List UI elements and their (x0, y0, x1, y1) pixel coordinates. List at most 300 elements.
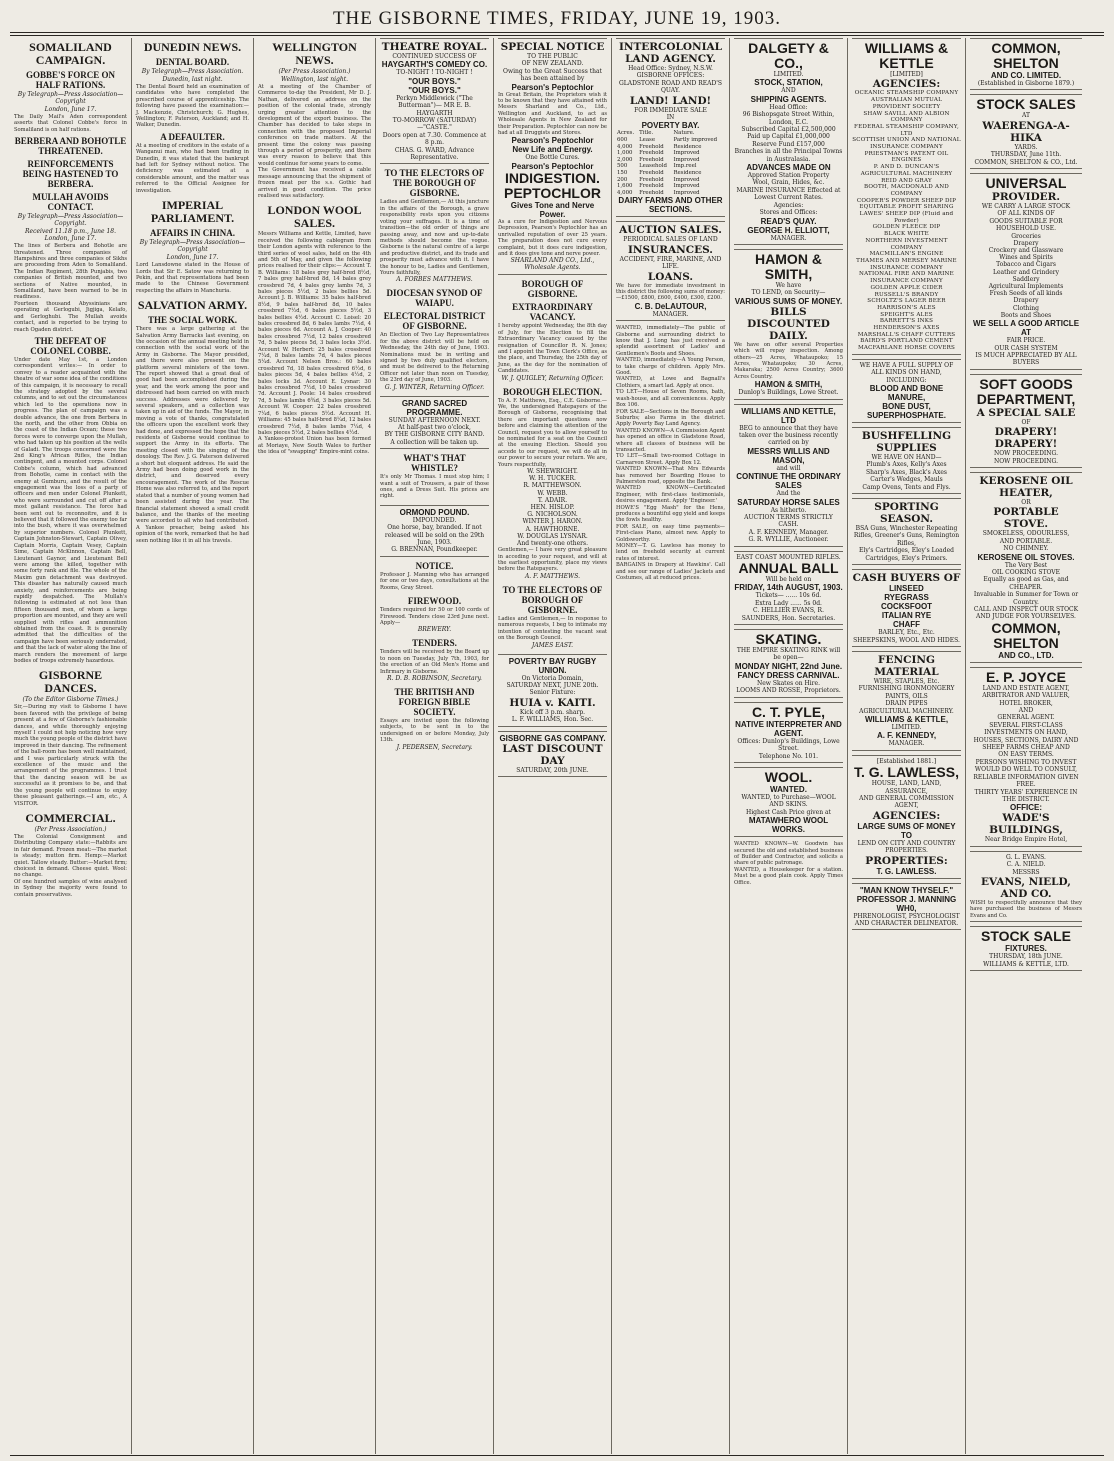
article-body: Sir,—During my visit to Gisborne I have been favored with the privilege of being present at a few of Gisborne's fashionable dances, and while thoroughly enjoying myself I could not help noticing how very much the young people of the district have improved in their dancing. The refinement of the ball-room has been well maintained, and I was particularly struck with the excellence of the music and the arrangement of the programmes. I trust that the dancing season will be as successful as it promises to be, and that the young people will continue to enjoy these pleasant gatherings.—I am, etc., A VISITOR. (14, 704, 127, 807)
agency-item: NATIONAL FIRE AND MARINE INSURANCE COMPANY (859, 271, 954, 285)
ad-line: Dunlop's Buildings, Lowe Street. (738, 389, 839, 397)
ad-line: Branches in all the Principal Towns in Australasia. (734, 148, 843, 163)
ad-line: MANAGER. (888, 740, 925, 748)
cell: Improved (673, 156, 700, 163)
ad-line: Wool, Grain, Hides, &c. (752, 179, 825, 187)
ad-line: VARIOUS SUMS OF MONEY. (734, 296, 843, 306)
ad-title: C. T. PYLE, (751, 703, 826, 720)
advert-williams-kettle-agencies (852, 38, 961, 355)
agency-item: COOPER'S POWDER SHEEP DIP (856, 197, 957, 204)
ad-body: In Great Britain, the Proprietors wish it to be known that they have attained with Messrs Sharland and Co., Ltd., Wellington and Auckland, to act as Wholesale Agents in New Zealand for their Preparation. Peptochlor can now be had at all Druggists and Stores. (498, 91, 607, 137)
article-body: I hereby appoint Wednesday, the 8th day of July, for the Election to fill the Extraordinary Vacancy caused by the resignation of Councillor R. N. Jones; and I appoint the Town Clerk's Office, as the place, and Thursday, the 25th day of June, as the day for the nomination of Candidates. (498, 323, 607, 375)
ad-line: MANAGER. (652, 310, 689, 318)
article-commercial (14, 812, 127, 898)
subheadline: THE DEFEAT OF COLONEL COBBE. (30, 335, 111, 356)
ad-line: BSA Guns, Winchester Repeating Rifles, Greener's Guns, Remington Rifles, (853, 525, 960, 547)
ad-line: OF (1021, 418, 1031, 426)
notice-electors-east (498, 585, 607, 649)
cell: 4,000 (617, 143, 633, 150)
subheadline: MULLAH AVOIDS CONTACT. (32, 192, 109, 213)
agency-item: GOLDEN APPLE CIDER (870, 284, 943, 291)
ad-line: PEPTOCHLOR (504, 184, 601, 201)
ad-line: One horse, bay, branded. If not released will be sold on the 29th June, 1903. (384, 524, 485, 547)
table-row (616, 150, 725, 157)
goods-item: Crockery and Glassware (988, 247, 1064, 255)
article-body: Ladies and Gentlemen,— In response to numerous requests, I beg to intimate my intention of contesting the vacant seat on the Borough Council. (498, 615, 607, 642)
ad-title: "MAN KNOW THYSELF." (859, 885, 954, 895)
ad-line: FRIDAY, 14th AUGUST, 1903. (734, 583, 843, 593)
ad-title: KEROSENE OIL HEATER, (979, 474, 1073, 499)
ad-line: FIXTURES. (1005, 944, 1047, 954)
headline: GISBORNE DANCES. (38, 668, 103, 696)
ad-line: NOW PROCEEDING. (994, 450, 1058, 458)
signature: G. J. WINTER, Returning Officer. (384, 383, 485, 391)
ad-title: STOCK SALES (976, 96, 1076, 113)
ad-line: NO CHIMNEY. (1003, 545, 1049, 553)
ad-line: "OUR BOYS." (408, 85, 461, 95)
signature: A. FORBES MATTHEWS. (396, 276, 473, 284)
goods-item: Wines and Spirits (999, 254, 1053, 262)
classified-item: WANTED, a Housekeeper for a station. Must be a good plain cook. Apply Times Office. (734, 866, 843, 886)
ad-line: C. B. DeLAUTOUR, (634, 301, 707, 311)
headline: TO THE ELECTORS OF THE BOROUGH OF GISBORNE. (384, 168, 485, 199)
ad-line: PROFESSOR J. MANNING WH0, (856, 894, 957, 913)
ad-title: E. P. JOYCE (986, 668, 1066, 685)
subheadline: DENTAL BOARD. (155, 57, 230, 67)
table-row (616, 157, 725, 164)
signature: SHARLAND AND CO., Ltd., Wholesale Agents. (510, 257, 595, 272)
ad-line: CALL AND INSPECT OUR STOCK (973, 606, 1079, 613)
signatory: W. WEBB. (537, 489, 568, 497)
ad-line: BEG to announce that they have taken over the business recently carried on by (738, 424, 839, 447)
ad-line: OFFICE: (1010, 803, 1042, 813)
advert-mounted-rifles-ball (734, 551, 843, 625)
ad-line: Extra Lady ...... 5s 0d. (755, 599, 822, 607)
ad-line: LARGE SUMS OF MONEY TO (857, 821, 956, 840)
ad-line: G. L. EVANS. (1006, 853, 1046, 861)
ad-line: Pearson's Peptochlor (511, 161, 594, 171)
advert-universal-provider (970, 173, 1082, 370)
article-body: Lord Lansdowne stated in the House of Lords that Sir E. Satow was returning to Pekin, and that representations had been made to the Chinese Government respecting the affairs in Manchuria. (136, 262, 249, 294)
cell: Leasehold (639, 163, 667, 170)
classifieds (734, 841, 843, 886)
ad-line: HAMON & SMITH, (754, 380, 823, 390)
ad-line: Offices: Dunlop's Buildings, Lowe Street. (737, 737, 840, 753)
cell: Freehold (639, 143, 664, 150)
agency-item: FEDERAL STEAMSHIP COMPANY, LTD (854, 123, 959, 137)
ad-line: WOULD DO WELL TO CONSULT, (974, 766, 1078, 774)
ad-line: LIMITED. (891, 723, 922, 731)
article-body: The Daily Mail's Aden correspondent asserts that Colonel Cobbe's force in Somaliland is on half rations. (14, 114, 127, 133)
article-body: To A. F. Matthews, Esq., C.E. Gisborne.— We, the undersigned Ratepayers of the Borough of Gisborne, recognising that there are important questions now before and claiming the attention of the Council, request you to allow yourself to be nominated for a seat on the Council at the ensuing Election. Should you accede to our request, we will do all in our power to secure your return. We are, Yours respectfully, (498, 397, 607, 468)
ad-line: Subscribed Capital £2,500,000 (741, 126, 836, 134)
advert-manures (852, 359, 961, 423)
classified-item: MONEY—T. G. Lawless has money to lend on freehold security at current rates of interest. (616, 543, 725, 562)
signature: BREWERY. (417, 626, 452, 634)
notice-electors (380, 168, 489, 283)
ad-line: READ'S QUAY. (760, 216, 817, 226)
advert-peptochlor (498, 38, 607, 275)
ad-line: LOANS. (647, 270, 694, 283)
advert-stock-sales (970, 94, 1082, 169)
ad-line: CONTINUED SUCCESS OF (392, 53, 477, 60)
ad-line: HOUSES, SECTIONS, DAIRY AND (973, 736, 1079, 744)
cell: Improved (673, 183, 700, 190)
subheadline: REINFORCEMENTS BEING HASTENED TO BERBERA. (22, 159, 119, 190)
agency-item: NORTHERN INVESTMENT COMPANY (865, 237, 948, 251)
byline: By Telegraph—Press Association—Copyright (139, 239, 246, 254)
article-body: A Yankee-protest Union has been formed at Moriaye, New South Wales to further the idea of "swapping" Empire-mint coins. (258, 436, 371, 456)
advert-sacred-programme (380, 396, 489, 450)
ad-line: LAST DISCOUNT DAY (502, 742, 603, 767)
goods-item: Agricultural Implements (988, 283, 1064, 291)
article-body: Under date May 1st, a London correspondent writes:— In order to convey to a reader acquainted with the theatre of war some idea of the conditions of this campaign, it is necessary to recall the strategy adopted by the several columns, and to set out the circumstances which led to the operations now in progress. The plan of campaign was a double advance, the one from Berbera in the north, and the other from Obbia on the coast of the Indian Ocean; these two forces were to converge upon the Mullah, who had taken up his position at the wells of Galadi. The troops concerned were the 2nd King's African Rifles, the Indian contingent, and a mounted corps. Colonel Cobbe's column, which had advanced from Bohotle, came in contact with the enemy at Gumburu, and the result of the engagement was the loss of a party of officers and men under Colonel Plunkett, who were surrounded and cut off after a most gallant resistance. The force had been sent out to reconnoitre, and it is believed that it followed the enemy too far into the bush, where it was overwhelmed by superior numbers. Colonel Plunkett, Captain Johnston-Stewart, Captain Olivey, Captain Morris, Captain Vesey, Captain Sime, Captain McKinnon, Captain Bell, Lieutenant Gaynor, and Lieutenant Bell were among the killed, together with some forty rank and file. The whole of the Maxim gun detachment was destroyed. This disaster has naturally caused much anxiety, and reinforcements are being rapidly despatched. The Mullah's following is estimated at not less than fifteen thousand men, of whom a large proportion are mounted, and they are well supplied with rifles and ammunition obtained from the coast. It is generally admitted that the difficulties of the campaign have been seriously underrated, and that the lack of water along the line of march renders the movement of large bodies of troops extremely hazardous. (14, 356, 127, 664)
subheadline: A DEFAULTER. (160, 131, 225, 142)
agency-item: HARRISON'S ALES (877, 304, 936, 311)
ad-line: Camp Ovens, Tents and Flys. (862, 483, 951, 491)
advert-auction-insurance-loans (616, 221, 725, 321)
ad-line: RELIABLE INFORMATION GIVEN FREE. (973, 773, 1079, 789)
ad-line: OUR CASH SYSTEM (994, 344, 1058, 352)
article-body: At a meeting of the Chamber of Commerce to-day the President, Mr D. J. Nathan, delivered an address on the position of the colonial trade, strongly urging greater attention to the development of the export business. The Chamber has decided to take steps in connection with the proposed Imperial conference on trade matters. At the present time the colony was passing through a period of prosperity, and there was every reason to believe that this would continue for some years to come. (258, 84, 371, 167)
ad-line: IS MUCH APPRECIATED BY ALL BUYERS (975, 351, 1077, 367)
ad-line: MARINE INSURANCE Effected at Lowest Current Rates. (736, 186, 841, 202)
ad-line: WILLIAMS & KETTLE, LTD. (983, 960, 1069, 968)
ad-line: CONTINUE THE ORDINARY SALES (736, 472, 841, 491)
article-gisborne-dances (14, 669, 127, 807)
ad-line: IMPOUNDED. (412, 516, 457, 524)
ad-line: INSURANCES. (628, 243, 713, 256)
column-header: Title. (639, 130, 654, 137)
ad-line: THE EMPIRE SKATING RINK will be open— (736, 647, 841, 662)
ad-line: SUNDAY AFTERNOON NEXT. (388, 416, 481, 424)
cell: Freehold (639, 156, 664, 163)
byline: By Telegraph—Press Association. (141, 68, 244, 75)
advert-cash-buyers (852, 569, 961, 647)
ad-title: THEATRE ROYAL. (381, 41, 488, 53)
ad-line: DAILY. (769, 329, 808, 342)
cell: Imp.reel (673, 163, 697, 170)
ad-line: THURSDAY, 18th JUNE. (989, 953, 1063, 961)
ad-line: Near Bridge Empire Hotel, (984, 836, 1068, 844)
ad-line: Approved Station Property (747, 172, 830, 180)
ad-line: WE SELL A GOOD ARTICLE AT (972, 319, 1080, 338)
signatory: A. HAWTHORNE. (525, 525, 580, 533)
ad-line: COMMON, SHELTON & CO., Ltd. (974, 158, 1078, 166)
ad-line: INCLUDING: (886, 376, 927, 384)
advert-soft-goods (970, 374, 1082, 468)
ad-line: WE HAVE A FULL SUPPLY OF (859, 361, 954, 369)
headline: WELLINGTON NEWS. (272, 40, 357, 67)
cell: Residence (673, 170, 702, 176)
ad-body: We have for immediate investment in this district the following sums of money:—£1500, £800, £600, £400, £300, £200. (616, 282, 725, 302)
goods-list (970, 233, 1082, 319)
article-body: At a meeting of creditors in the estate of a Wanganui man, who had been trading in Dunedin, it was stated that the bankrupt had left for Sydney without notice. The deficiency was estimated at a considerable amount, and the matter was referred to the Official Assignee for investigation. (136, 142, 249, 194)
ad-title: COMMON, SHELTON (991, 40, 1061, 71)
headline: TENDERS. (412, 638, 457, 649)
byline: (Per Press Association.) (278, 68, 351, 75)
agency-item: BOOTH, MACDONALD AND COMPANY (863, 184, 949, 197)
notice-manning (380, 561, 489, 591)
ad-line: SATURDAY HORSE SALES (737, 497, 840, 507)
column-5 (494, 38, 612, 1454)
cell: 500 (617, 163, 628, 170)
advert-sporting-season (852, 498, 961, 565)
masthead-rule-bottom (10, 35, 1104, 36)
headline: IMPERIAL PARLIAMENT. (150, 198, 235, 226)
byline: By Telegraph—Press Association—Copyright. (17, 213, 124, 228)
ad-line: SHEEPSKINS, WOOL AND HIDES. (853, 636, 960, 644)
ad-line: LEND ON CITY AND COUNTRY PROPERTIES. (857, 839, 956, 855)
table-row (616, 170, 725, 177)
agency-item: BAIRD'S PORTLAND CEMENT (860, 338, 953, 345)
ad-line: Equally as good as Gas, and CHEAPER. (983, 576, 1069, 591)
article-body: The Colonial Consignment and Distributing Company state:—Rabbits are in fair demand. Frozen meat:—The market is steady; mutton firm. Hemp:—Market quiet. Tallow steady. Butter:—Market firm; choicest in demand. Cheese quiet. Wool: no change. (14, 833, 127, 879)
ad-line: LOOMS AND ROSSE, Proprietors. (736, 687, 841, 695)
ad-title: INTERCOLONIAL LAND AGENCY. (618, 41, 723, 65)
ad-line: The Very Best (1004, 561, 1048, 569)
ad-line: BARLEY, Etc., Etc. (878, 629, 935, 637)
ad-line: OF NEW ZEALAND. (521, 60, 584, 68)
ad-line: SEVERAL FIRST-CLASS INVESTMENTS ON HAND, (984, 721, 1068, 737)
column-7 (730, 38, 848, 1454)
ad-line: BILLS DISCOUNTED (747, 305, 830, 330)
ad-line: ITALIAN RYE (881, 611, 932, 621)
advert-hamon-smith (734, 249, 843, 400)
ad-line: FURNISHING IRONMONGERY (858, 685, 955, 693)
ad-line: SUPERPHOSPHATE. (867, 411, 946, 421)
subheadline: AFFAIRS IN CHINA. (149, 228, 236, 239)
ad-line: [Established 1881.] (876, 757, 937, 765)
signature: R. D. B. ROBINSON, Secretary. (387, 674, 482, 682)
ad-line: SATURDAY, 20th JUNE. (516, 766, 589, 774)
ad-title: ORMOND POUND. (399, 507, 470, 517)
ad-line: G. BRENNAN, Poundkeeper. (391, 546, 478, 554)
ad-line: ARBITRATOR AND VALUER, (982, 692, 1070, 700)
classified-item: BARGAINS in Drapery at Hawkins'. Call and see our range of Ladies' Jackets and Costumes, all at reduced prices. (616, 562, 725, 582)
cell: 150 (617, 170, 628, 176)
dateline: Dunedin, last night. (162, 76, 223, 83)
headline: LONDON WOOL SALES. (267, 203, 362, 231)
ad-line: DAIRY FARMS AND OTHER SECTIONS. (618, 196, 723, 215)
ad-line: AND (1018, 707, 1034, 715)
cell: 2,000 (617, 156, 633, 163)
headline: TO THE ELECTORS OF BOROUGH OF GISBORNE. (502, 584, 603, 615)
cell: Improved (673, 176, 700, 183)
ad-line: MANAGER. (770, 234, 807, 242)
agency-item: MARSHALL'S CHAFF CUTTERS (857, 331, 956, 338)
headline: DIOCESAN SYNOD OF WAIAPU. (386, 288, 483, 309)
column-6 (612, 38, 730, 1454)
advert-lawless (852, 755, 961, 879)
ad-line: HOUSE, LAND, LAND, ASSURANCE, (871, 780, 942, 795)
signature: JAMES EAST. (531, 641, 574, 649)
ad-line: COCKSFOOT (880, 602, 933, 612)
advert-common-shelton (970, 38, 1082, 90)
agency-item: MACMILLAN'S ENGINE (869, 251, 944, 258)
ad-title: UNIVERSAL (985, 175, 1067, 192)
ad-line: AND PORTABLE. (999, 537, 1053, 545)
ad-title: BUSHFELLING SUPPLIES (861, 430, 952, 455)
ad-line: WIRE, STAPLES, Etc. (873, 677, 940, 685)
classified-item: TO LET—House of Seven Rooms, bath, wash-house, and all conveniences. Apply Box 106. (616, 389, 725, 409)
ad-title: WILLIAMS AND KETTLE, LTD (741, 406, 836, 425)
columns (10, 38, 1104, 1454)
ad-line: One Bottle Cures. (525, 154, 580, 162)
headline: BOROUGH ELECTION. (502, 386, 603, 397)
article-imperial-parliament (136, 199, 249, 294)
article-body: Of one hundred samples of wine analysed in Sydney the majority were found to contain preservatives. (14, 878, 127, 898)
agency-item: HENDERSON'S AXES (873, 325, 940, 332)
ad-line: TO-NIGHT ! TO-NIGHT ! (396, 69, 473, 77)
byline: (Per Press Association.) (34, 825, 107, 833)
column-1 (10, 38, 132, 1454)
ad-line: TO-MORROW (SATURDAY)—"CASTE." (392, 117, 477, 132)
column-8 (848, 38, 966, 1454)
ad-title: WILLIAMS & KETTLE (864, 40, 949, 71)
agency-item: GOLDEN FLEECE DIP (872, 224, 941, 231)
headline: NOTICE. (415, 560, 454, 571)
goods-item: Leather and Grindery (993, 268, 1059, 276)
table-row (616, 163, 725, 170)
ad-line: EAST COAST MOUNTED RIFLES. (736, 553, 841, 561)
classified-item: FOR SALE, on easy time payments—First-class Piano, almost new. Apply to Goldsworthy. (616, 523, 725, 543)
ad-line: IN (666, 114, 675, 122)
notice-borough-election (498, 387, 607, 580)
cell: 4,000 (617, 189, 633, 196)
ad-line: Reserve Fund £157,000 (752, 140, 825, 148)
ad-line: CHAFF (892, 620, 921, 630)
cell: Residence (673, 143, 702, 150)
cell: Freehold (639, 170, 664, 176)
ad-line: DRAIN PIPES (885, 700, 928, 708)
notice-tenders (380, 638, 489, 682)
ad-title: FENCING MATERIAL (874, 653, 939, 678)
ad-line: GISBORNE OFFICES: (636, 72, 705, 80)
headline: WHAT'S THAT WHISTLE? (403, 453, 466, 474)
ad-line: Ely's Cartridges, Eley's Loaded Cartridges, Eley's Primers. (859, 547, 954, 562)
table-row (616, 183, 725, 190)
ad-title: GRAND SACRED PROGRAMME. (401, 398, 468, 417)
ad-line: AND CO., LTD. (998, 650, 1054, 660)
dateline: Wellington, last night. (280, 76, 349, 83)
ad-title: SPECIAL NOTICE (500, 41, 605, 53)
ad-line: New Skates on Hire. (757, 679, 820, 687)
ad-line: Will be held on (765, 576, 812, 584)
bottom-rule (10, 1455, 1104, 1456)
ad-line: On Victoria Domain, (521, 674, 584, 682)
ad-line: GENERAL AGENT. (997, 714, 1055, 722)
ad-line: FANCY DRESS CARNIVAL. (737, 670, 840, 680)
ad-line: PORTABLE STOVE. (993, 506, 1059, 531)
goods-item: Drapery (1013, 297, 1039, 305)
column-header: Nature. (673, 130, 695, 137)
classified-item: WANTED, immediately—The public of Gisborne and surrounding district to know that J. Long has just received a splendid assortment of Ladies' and Gentlemen's Boots and Shoes. (616, 325, 725, 357)
table-row (616, 177, 725, 184)
ad-line: WE HAVE ON HAND— (871, 454, 942, 462)
ad-line: A. F. KENNEDY, (876, 731, 937, 741)
advert-evans-nield (970, 851, 1082, 922)
article-body: Ladies and Gentlemen,— At this juncture in the affairs of the Borough, a grave responsibility rests upon you citizens voting your suffrages. It is a time of transition—the old order of things are passing away, and now and up-to-date methods should become the vogue. Gisborne is the natural centre of a large and productive district, and its trade and prosperity must advance with it. I have the honour to be, Ladies and Gentlemen, Yours faithfully, (380, 199, 489, 276)
agency-item: SPEIGHT'S ALES (880, 311, 933, 318)
ad-title: GISBORNE GAS COMPANY. (499, 733, 606, 743)
ad-title: WOOL. (764, 768, 813, 785)
goods-item: Saddlery (1012, 275, 1040, 283)
article-somaliland (14, 41, 127, 664)
classified-item: WANTED KNOWN—W. Goodwin has secured the old and established business of Builder and Contractor, and solicits a share of public patronage. (734, 841, 843, 867)
ad-line: And the (776, 490, 801, 498)
headline: DUNEDIN NEWS. (143, 40, 242, 54)
ad-line: OR (1021, 498, 1031, 506)
agency-item: SCHOLTZ'S LAGER BEER (867, 298, 946, 305)
ad-line: AGENT, (894, 802, 919, 810)
ad-body: We have on offer several Properties which will repay inspection. Among others—25 Acres, Whataupoko; 15 Acres, Whataupoko; 30 Acres, Makaraka; 2500 Acres Country; 3600 Acres Country. (734, 341, 843, 380)
agency-item: SCOTTISH UNION AND NATIONAL INSURANCE COMPANY (852, 137, 961, 151)
ad-line: THIRTY YEARS' EXPERIENCE IN THE DISTRICT. (974, 788, 1078, 803)
classified-item: WANTED, immediately—A Young Person, to take charge of children. Apply Mrs. Good. (616, 357, 725, 377)
ad-line: CHAS. G. WARD, Advance Representative. (394, 146, 475, 162)
ad-body: As a cure for Indigestion and Nervous Depression, Pearson's Peptochlor has an unrivalled reputation of over 25 years. The preparation does not cure every complaint, but it does cure indigestion, and it does give tone and nerve power. (498, 218, 607, 257)
ad-line: HUIA v. KAITI. (509, 696, 596, 709)
ad-line: C. A. NIELD. (1006, 861, 1046, 869)
ad-line: AND CHARACTER DELINEATOR. (854, 920, 959, 928)
ad-line: INDIGESTION. (505, 169, 600, 186)
ad-title: SKATING. (755, 631, 822, 648)
column-9 (966, 38, 1086, 1454)
ad-line: FOR IMMEDIATE SALE (634, 106, 707, 114)
ad-line: STOCK, STATION, (754, 78, 823, 88)
ad-line: Stores and Offices: (759, 209, 818, 217)
advert-kerosene (970, 472, 1082, 663)
dateline: Received 11.18 p.m., June 18. London, June 17. (25, 228, 116, 243)
ad-line: A collection will be taken up. (390, 438, 479, 446)
ad-line: Telephone No. 101. (758, 752, 819, 760)
goods-item: Boots and Shoes (1000, 311, 1052, 319)
table-row (616, 137, 725, 144)
column-4 (376, 38, 494, 1454)
article-body: Essays are invited upon the following subjects, to be sent in to the undersigned on or before Monday, July 13th. (380, 717, 489, 744)
ad-line: TO LEND, on Security— (751, 289, 826, 297)
agency-item: RUSSELL'S BRANDY (874, 291, 939, 298)
subheadline: BERBERA AND BOHOTLE THREATENED. (14, 136, 127, 157)
dateline: London, June 17. (166, 254, 219, 262)
article-salvation-army (136, 299, 249, 544)
ad-line: Agencies: (773, 201, 804, 209)
ad-line: [LIMITED] (890, 71, 923, 78)
ad-line: Pearson's Peptochlor (511, 136, 594, 146)
classifieds (616, 325, 725, 581)
classified-item: WANTED, at Lowe and Bagnall's Clothiers, a smart lad. Apply at once. (616, 376, 725, 389)
cell: Improved (673, 189, 700, 196)
ad-line: LINSEED (889, 584, 924, 594)
article-body: Messrs Williams and Kettle, Limited, have received the following cablegram from their London agents with reference to the third series of wool sales, held on the 4th and 5th of May, and given the following prices realised for their clips:— Account T. B. Williams: 18 bales grey half-bred 8½d, 7 bales grey half-bred 8d, 14 bales grey crossbred 7d, 4 bales grey lambs 7d, 3 bales pieces 5½d, 2 bales bellies 5d. Account J. B. Williams: 35 bales half-bred 8½d, 9 bales half-bred 8d, 10 bales crossbred 7½d, 6 bales pieces 5½d, 3 bales bellies 4½d. Account C. Loisel: 20 bales crossbred 8d, 6 bales lambs 7½d, 4 bales pieces 6d. Account A. J. Cooper: 40 bales crossbred 7½d, 12 bales crossbred 7d, 5 bales pieces 5d, 3 bales locks 3½d. Account W. Herbert: 25 bales crossbred 7¼d, 8 bales lambs 7d, 4 bales pieces 5¼d. Account Nelson Bros.: 60 bales crossbred 7d, 18 bales crossbred 6½d, 6 bales pieces 5d, 4 bales bellies 4½d, 2 bales locks 3d. Account E. Lysnar: 30 bales crossbred 7½d, 10 bales crossbred 7d. Account J. Poole: 14 bales crossbred 7d, 5 bales lambs 6¾d, 3 bales pieces 5d. Account W. Cooper: 22 bales crossbred 7¼d, 6 bales pieces 5½d. Account H. Williams: 45 bales half-bred 8¼d, 12 bales crossbred 7½d, 8 bales lambs 7¼d, 4 bales pieces 5½d, 2 bales bellies 4½d. (258, 231, 371, 436)
advert-stock-sale-fixtures (970, 926, 1082, 971)
classified-item: TO LET—Small two-roomed Cottage in Carnarvon Street. Apply Box 12. (616, 453, 725, 466)
advert-skating (734, 629, 843, 698)
advert-intercolonial-land (616, 38, 725, 217)
ad-line: Perkyn Middlewick ("The Butterman")— MR E. B. HAYGARTH (396, 94, 473, 117)
ad-line: WANTED, to Purchase—WOOL AND SKINS. (741, 793, 836, 809)
ad-line: AGRICULTURAL MACHINERY. (859, 707, 954, 715)
article-body: There was a large gathering at the Salvation Army Barracks last evening, on the occasion of the annual meeting held in connection with the social work of the Army in Gisborne. The Mayor presided, and there were also present on the platform several ministers of the town. The report showed that a great deal of good had been accomplished during the year, and the work among the poor and distressed had been carried on with much success. Addresses were delivered by several speakers, and a collection was taken up in aid of the funds. The Mayor, in moving a vote of thanks, congratulated the officers upon the excellent work they had done, and expressed the hope that the residents of Gisborne would continue to support the Army in its efforts. The meeting closed with the singing of the doxology. The Rev. J. G. Paterson delivered a short but eloquent address. He said the Army had been doing good work in the district, and deserved every encouragement. The work of the Rescue Home was also referred to, and the report stated that a number of young women had been assisted during the year. The financial statement showed a small credit balance, and the thanks of the meeting were accorded to all who had contributed. A Yankee preacher, being asked his opinion of the work, remarked that he had seen nothing like it in all his travels. (136, 326, 249, 544)
subheadline: ELECTORAL DISTRICT OF GISBORNE. (383, 311, 486, 332)
ad-line: Pearson's Peptochlor (511, 82, 594, 92)
ad-line: BY THE GISBORNE CITY BAND. (384, 431, 485, 439)
column-2 (132, 38, 254, 1454)
ad-line: T. G. LAWLESS. (876, 866, 937, 876)
column-header: Acres. (617, 130, 635, 137)
ad-line: Invaluable in Summer for Town or Country. (973, 591, 1079, 606)
